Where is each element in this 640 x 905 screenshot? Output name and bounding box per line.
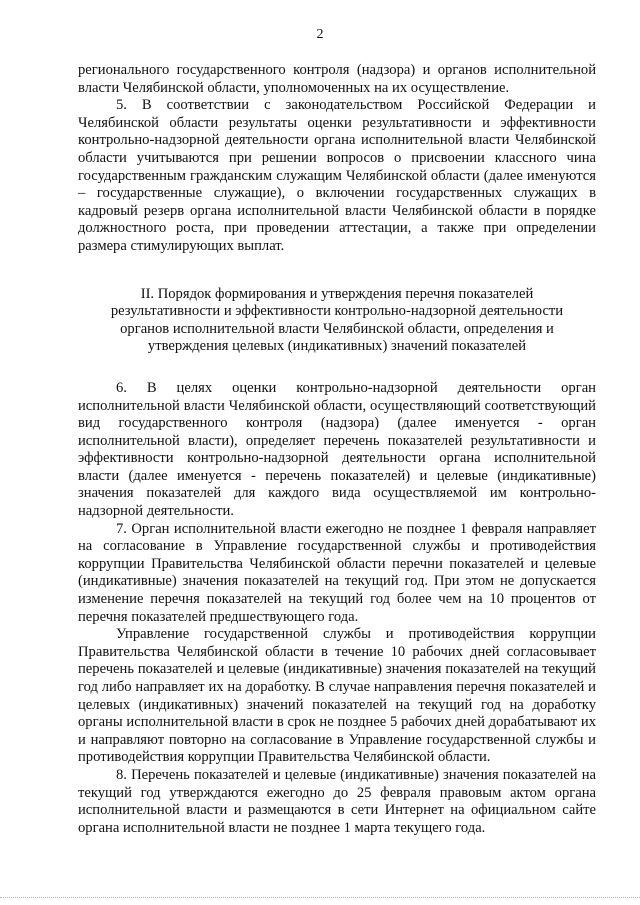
- paragraph-continuation: регионального государственного контроля (надзора) и органов исполнительной власти Челябинской области, уполномоченных на их осуществление.: [78, 62, 596, 96]
- page-number: 2: [316, 27, 324, 42]
- section-heading-line-2: результативности и эффективности контрольно-надзорной деятельности: [110, 303, 564, 320]
- page-bottom-edge: [0, 897, 640, 898]
- section-heading-line-3: органов исполнительной власти Челябинской области, определения и: [120, 320, 554, 337]
- paragraph-8: 8. Перечень показателей и целевые (индикативные) значения показателей на текущий год утверждаются ежегодно до 25 февраля правовым актом органа исполнительной власти и размещаются в сети Интернет на официальном сайте органа исполнительной власти не позднее 1 марта текущего года.: [78, 766, 596, 836]
- paragraph-6: 6. В целях оценки контрольно-надзорной деятельности орган исполнительной власти Челябинской области, осуществляющий соответствующий вид государственного контроля (надзора) (далее именуется - орган исполнительной власти), определяет перечень показателей результативности и эффективности контрольно-надзорной деятельности органа исполнительной власти (далее именуется - перечень показателей) и целевые (индикативные) значения показателей для каждого вида осуществляемой им контрольно-надзорной деятельности.: [78, 379, 596, 520]
- section-heading-line-4: утверждения целевых (индикативных) значений показателей: [147, 338, 527, 355]
- paragraph-5: 5. В соответствии с законодательством Российской Федерации и Челябинской области результаты оценки результативности и эффективности контрольно-надзорной деятельности органа исполнительной власти Челябинской области учитываются при решении вопросов о присвоении классного чина государственным гражданским служащим Челябинской области (далее именуются – государственные служащие), о включении государственных служащих в кадровый резерв органа исполнительной власти Челябинской области в порядке должностного роста, при проведении аттестации, а также при определении размера стимулирующих выплат.: [78, 97, 596, 254]
- section-heading-line-1: II. Порядок формирования и утверждения перечня показателей: [140, 285, 534, 302]
- paragraph-7-continuation: Управление государственной службы и противодействия коррупции Правительства Челябинской области в течение 10 рабочих дней согласовывает перечень показателей и целевые (индикативные) значения показателей на текущий год либо направляет их на доработку. В случае направления перечня показателей и целевых (индикативных) значений показателей на текущий год на доработку органы исполнительной власти в срок не позднее 5 рабочих дней дорабатывают их и направляют повторно на согласование в Управление государственной службы и противодействия коррупции Правительства Челябинской области.: [78, 626, 596, 766]
- document-body: [78, 62, 596, 837]
- section-heading: [78, 286, 596, 356]
- paragraph-7: 7. Орган исполнительной власти ежегодно не позднее 1 февраля направляет на согласование в Управление государственной службы и противодействия коррупции Правительства Челябинской области перечни показателей и целевые (индикативные) значения показателей на текущий год. При этом не допускается изменение перечня показателей на текущий год более чем на 10 процентов от перечня показателей предшествующего года.: [78, 520, 596, 625]
